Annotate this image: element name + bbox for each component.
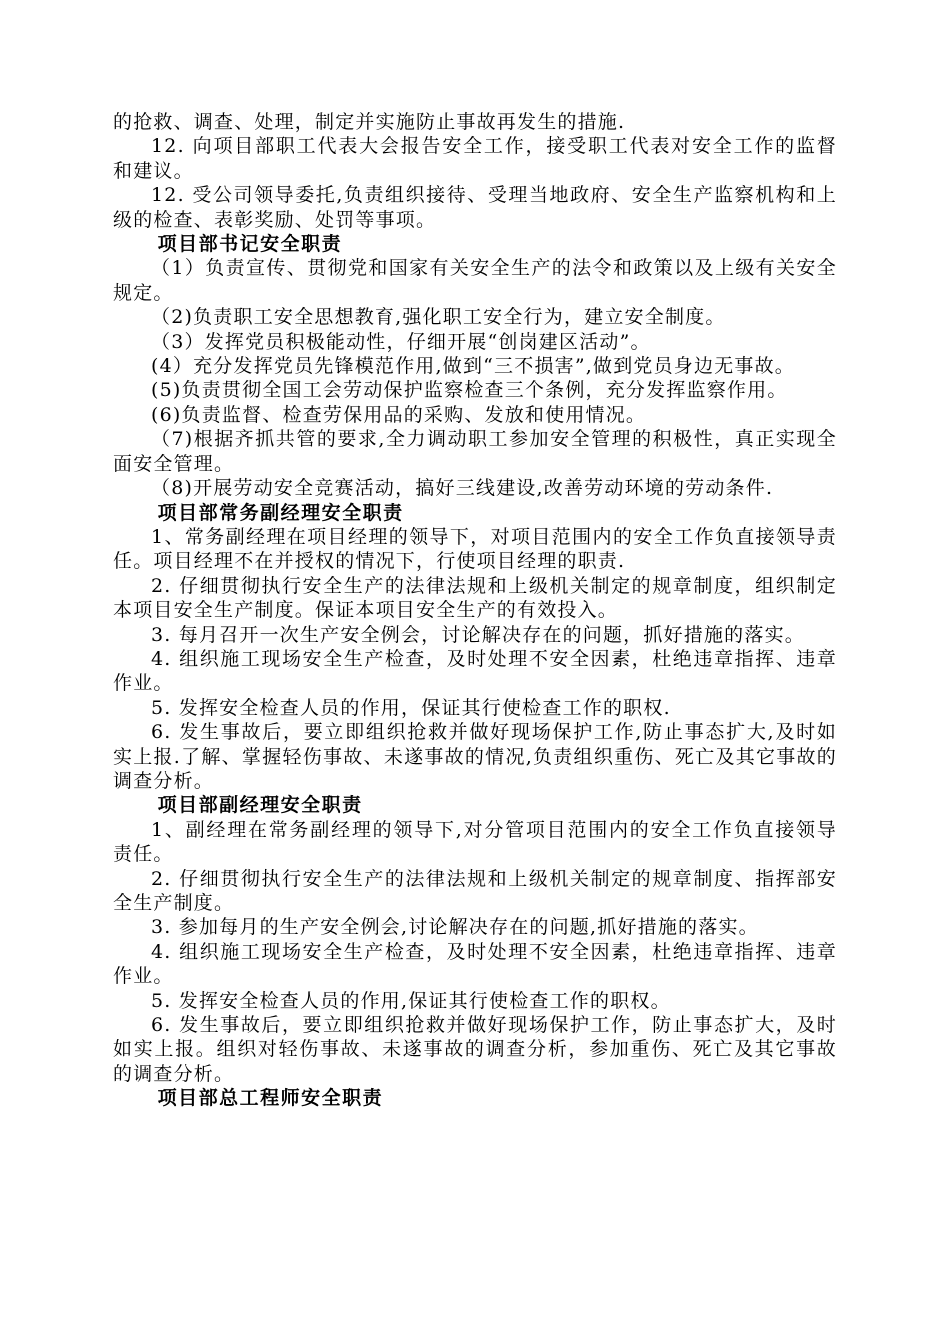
- paragraph: 12. 向项目部职工代表大会报告安全工作，接受职工代表对安全工作的监督和建议。: [113, 135, 837, 182]
- document-body: [113, 110, 837, 1111]
- paragraph: 3. 参加每月的生产安全例会,讨论解决存在的问题,抓好措施的落实。: [151, 916, 759, 939]
- paragraph: 5. 发挥安全检查人员的作用，保证其行使检查工作的职权.: [151, 696, 671, 719]
- paragraph: （1）负责宣传、贯彻党和国家有关安全生产的法令和政策以及上级有关安全规定。: [113, 257, 837, 304]
- paragraph: 4. 组织施工现场安全生产检查，及时处理不安全因素，杜绝违章指挥、违章作业。: [113, 940, 837, 988]
- section-heading: 项目部书记安全职责: [157, 233, 343, 256]
- paragraph: 5. 发挥安全检查人员的作用,保证其行使检查工作的职权。: [151, 989, 671, 1012]
- paragraph: (6)负责监督、检查劳保用品的采购、发放和使用情况。: [151, 403, 647, 426]
- paragraph: 的抢救、调查、处理，制定并实施防止事故再发生的措施.: [113, 111, 626, 133]
- paragraph: 12. 受公司领导委托,负责组织接待、受理当地政府、安全生产监察机构和上级的检查、表彰奖励、处罚等事项。: [113, 184, 837, 231]
- section-heading: 项目部副经理安全职责: [157, 794, 363, 817]
- paragraph: 6. 发生事故后，要立即组织抢救并做好现场保护工作,防止事态扩大,及时如实上报.了解、掌握轻伤事故、未遂事故的情况,负责组织重伤、死亡及其它事故的调查分析。: [113, 721, 837, 792]
- paragraph: （8)开展劳动安全竞赛活动，搞好三线建设,改善劳动环境的劳动条件.: [151, 477, 774, 500]
- section-heading: 项目部常务副经理安全职责: [157, 501, 404, 524]
- paragraph: 1、副经理在常务副经理的领导下,对分管项目范围内的安全工作负直接领导责任。: [113, 818, 837, 866]
- paragraph: 3. 每月召开一次生产安全例会，讨论解决存在的问题，抓好措施的落实。: [151, 623, 805, 646]
- paragraph: 2. 仔细贯彻执行安全生产的法律法规和上级机关制定的规章制度，组织制定本项目安全生产制度。保证本项目安全生产的有效投入。: [113, 574, 837, 622]
- paragraph: 6. 发生事故后，要立即组织抢救并做好现场保护工作，防止事态扩大，及时如实上报。组织对轻伤事故、未遂事故的调查分析，参加重伤、死亡及其它事故的调查分析。: [113, 1014, 837, 1085]
- paragraph: （2)负责职工安全思想教育,强化职工安全行为，建立安全制度。: [151, 306, 726, 329]
- paragraph: （3）发挥党员积极能动性，仔细开展“创岗建区活动”。: [151, 330, 651, 353]
- paragraph: 4. 组织施工现场安全生产检查，及时处理不安全因素，杜绝违章指挥、违章作业。: [113, 647, 837, 695]
- paragraph: 1、常务副经理在项目经理的领导下，对项目范围内的安全工作负直接领导责任。项目经理不在并授权的情况下，行使项目经理的职责.: [113, 525, 837, 573]
- paragraph: (4）充分发挥党员先锋模范作用,做到“三不损害”,做到党员身边无事故。: [151, 355, 796, 378]
- section-heading: 项目部总工程师安全职责: [157, 1087, 384, 1110]
- paragraph: （7)根据齐抓共管的要求,全力调动职工参加安全管理的积极性，真正实现全面安全管理。: [113, 428, 837, 475]
- paragraph: 2. 仔细贯彻执行安全生产的法律法规和上级机关制定的规章制度、指挥部安全生产制度。: [113, 867, 837, 914]
- paragraph: (5)负责贯彻全国工会劳动保护监察检查三个条例，充分发挥监察作用。: [151, 379, 788, 402]
